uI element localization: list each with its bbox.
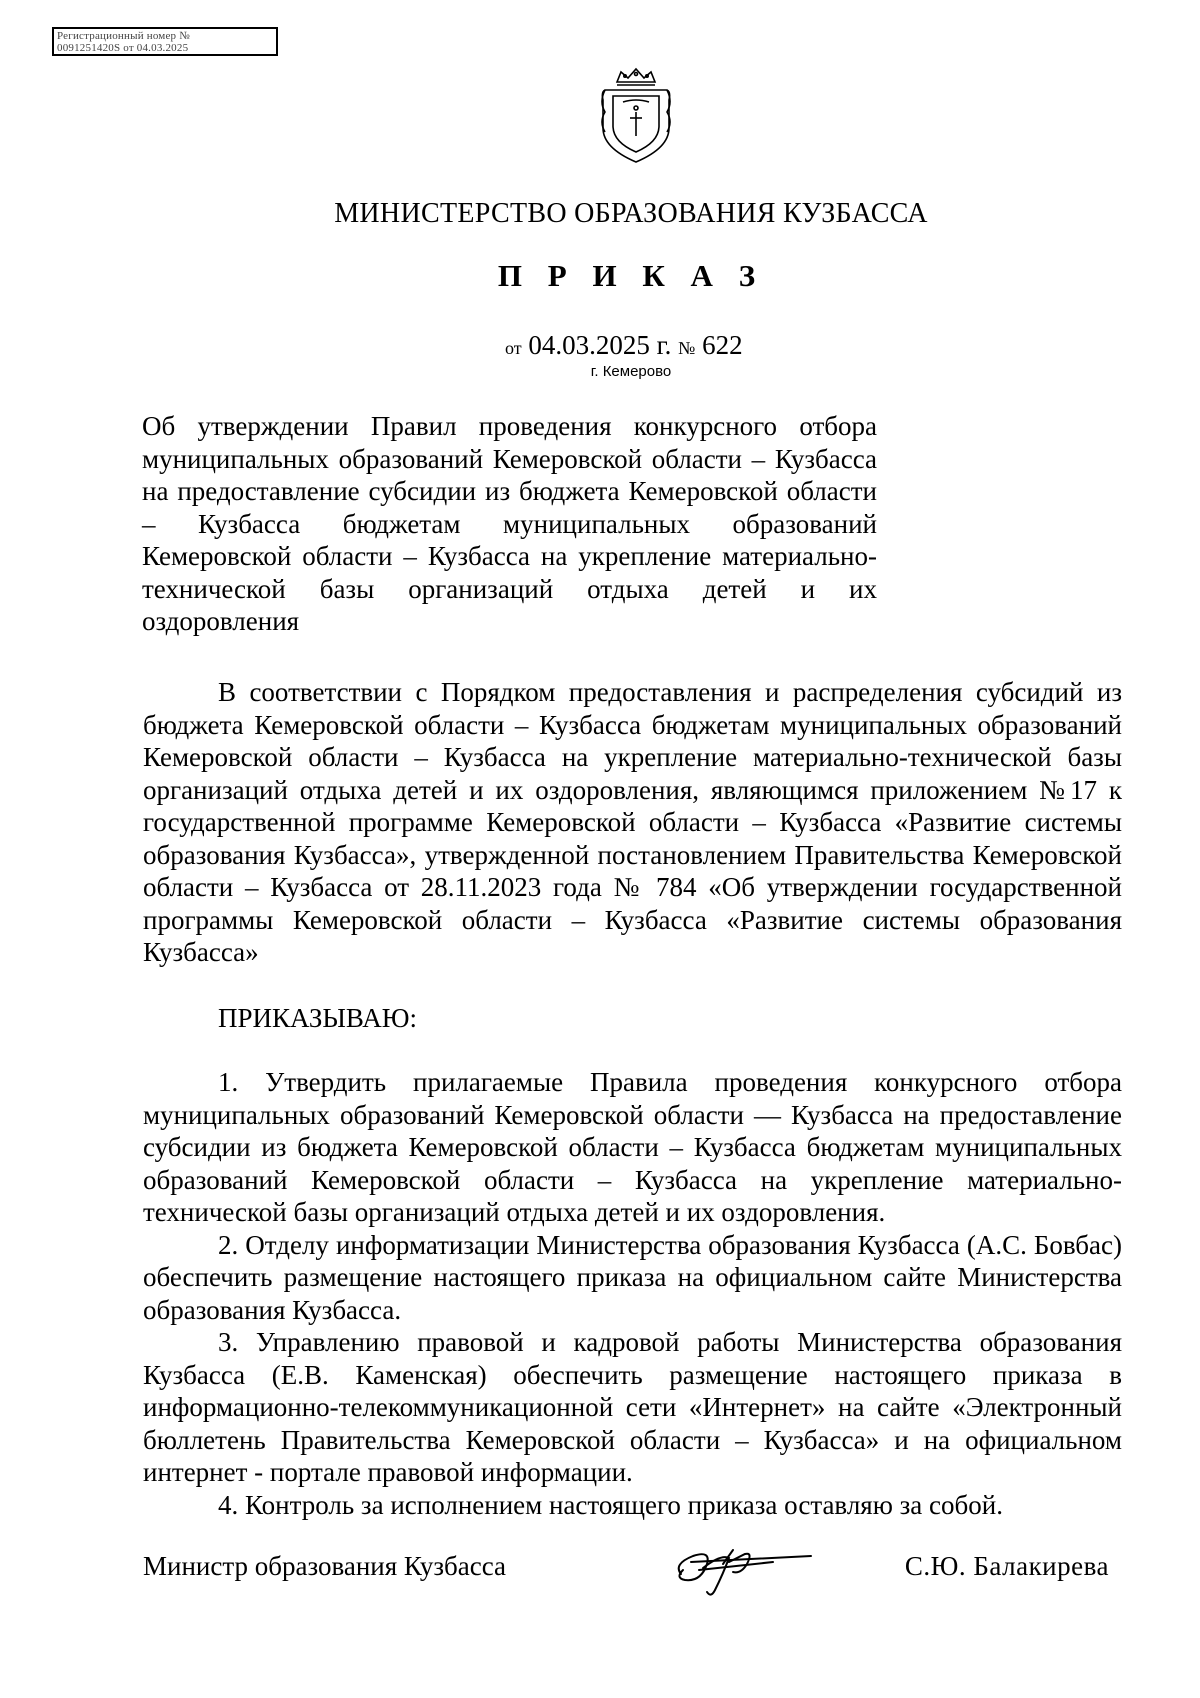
order-item-4: 4. Контроль за исполнением настоящего приказа оставляю за собой. <box>218 1489 1003 1520</box>
city: г. Кемерово <box>590 363 672 380</box>
document-type: П Р И К А З <box>497 258 765 293</box>
registration-line-1: Регистрационный номер № <box>57 30 190 42</box>
order-item-3: 3. Управлению правовой и кадровой работы Министерства образования Кузбасса (Е.В. Каменская) обеспечить размещение настоящего приказа в информационно-телекоммуникационной сети «Интернет» на сайте «Электронный бюллетень Правительства Кемеровской области – Кузбасса» и на официальном интернет - портале правовой информации. <box>143 1327 1122 1487</box>
document-date: 04.03.2025 г. <box>528 330 672 360</box>
preamble-paragraph: В соответствии с Порядком предоставления и распределения субсидий из бюджета Кемеровской области – Кузбасса бюджетам муниципальных образований Кемеровской области – Кузбасса на укрепление материально-технической базы организаций отдыха детей и их оздоровления, являющимся приложением №17 к государственной программе Кемеровской области – Кузбасса «Развитие системы образования Кузбасса», утвержденной постановлением Правительства Кемеровской области – Кузбасса от 28.11.2023 года № 784 «Об утверждении государственной программы Кемеровской области – Кузбасса «Развитие системы образования Кузбасса» <box>143 677 1122 967</box>
order-word: ПРИКАЗЫВАЮ: <box>218 1003 417 1033</box>
order-item-1: 1. Утвердить прилагаемые Правила проведения конкурсного отбора муниципальных образований Кемеровской области — Кузбасса на предоставление субсидии из бюджета Кемеровской области – Кузбасса бюджетам муниципальных образований Кемеровской области – Кузбасса на укрепление материально-технической базы организаций отдыха детей и их оздоровления. <box>143 1067 1122 1227</box>
date-number-line <box>505 330 805 361</box>
number-prefix: № <box>678 338 696 358</box>
signatory-name: С.Ю. Балакирева <box>904 1551 1109 1581</box>
order-item-2: 2. Отделу информатизации Министерства образования Кузбасса (А.С. Бовбас) обеспечить размещение настоящего приказа на официальном сайте Министерства образования Кузбасса. <box>143 1229 1122 1325</box>
handwritten-signature-icon <box>663 1534 813 1604</box>
ministry-name: МИНИСТЕРСТВО ОБРАЗОВАНИЯ КУЗБАССА <box>334 198 928 229</box>
registration-line-2: 0091251420S от 04.03.2025 <box>57 42 189 54</box>
kuzbass-coat-of-arms-icon <box>595 66 677 166</box>
date-prefix: от <box>505 338 522 358</box>
signature-block <box>143 1551 1109 1611</box>
registration-stamp <box>52 27 278 56</box>
order-items <box>143 1066 1122 1521</box>
signatory-position: Министр образования Кузбасса <box>143 1551 507 1581</box>
document-number: 622 <box>702 330 743 360</box>
document-title: Об утверждении Правил проведения конкурсного отбора муниципальных образований Кемеровской области – Кузбасса на предоставление субсидии из бюджета Кемеровской области – Кузбасса бюджетам муниципальных образований Кемеровской области – Кузбасса на укрепление материально-технической базы организаций отдыха детей и их оздоровления <box>142 411 877 636</box>
